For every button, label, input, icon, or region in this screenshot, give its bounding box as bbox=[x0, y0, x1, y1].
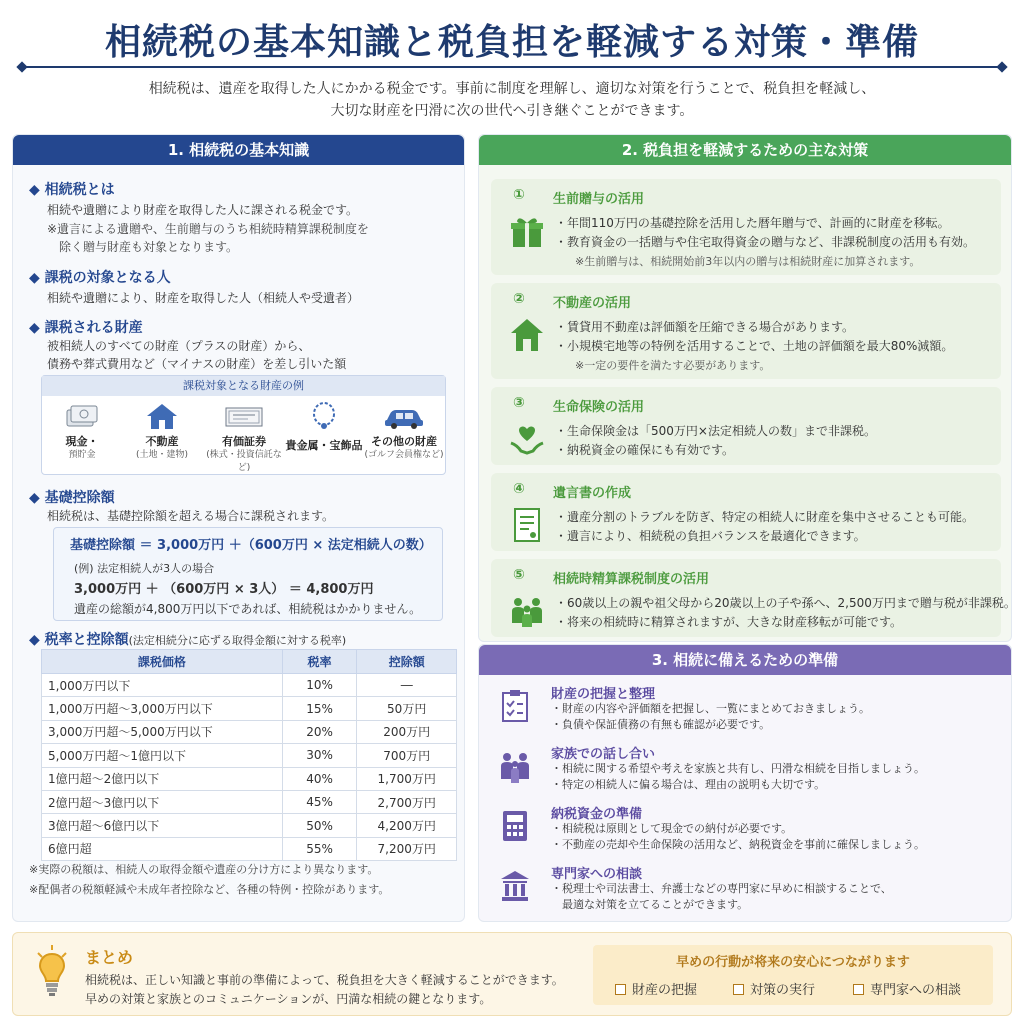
rates-title bbox=[29, 629, 346, 649]
table-row bbox=[42, 674, 457, 697]
measure-insurance bbox=[491, 387, 1001, 465]
measure-gift bbox=[491, 179, 1001, 275]
asset-securities-label: 有価証券 bbox=[222, 435, 266, 448]
rate-cell: 45% bbox=[282, 790, 357, 813]
deduction-cell: 2,700万円 bbox=[357, 790, 457, 813]
price-cell: 1,000万円以下 bbox=[42, 674, 283, 697]
target-text: 相続や遺贈により、財産を取得した人（相続人や受遺者） bbox=[47, 291, 360, 305]
price-cell: 2億円超～3億円以下 bbox=[42, 790, 283, 813]
cash-icon bbox=[65, 402, 99, 430]
asset-examples-box bbox=[41, 375, 446, 475]
price-cell: 1億円超～2億円以下 bbox=[42, 767, 283, 790]
check-label: 財産の把握 bbox=[632, 983, 698, 998]
measure-number: ④ bbox=[513, 481, 525, 497]
measure-line: ・年間110万円の基礎控除を活用した暦年贈与で、計画的に財産を移転。 bbox=[555, 216, 950, 230]
price-cell: 3億円超～6億円以下 bbox=[42, 814, 283, 837]
page-title: 相続税の基本知識と税負担を軽減する対策・準備 bbox=[104, 22, 919, 63]
measure-line: ・遺言により、相続税の負担バランスを最適化できます。 bbox=[555, 529, 866, 543]
family-icon bbox=[509, 593, 545, 629]
summary-box bbox=[12, 932, 1012, 1016]
measure-title: 生命保険の活用 bbox=[553, 400, 645, 415]
measure-line: ・教育資金の一括贈与や住宅取得資金の贈与など、非課税制度の活用も有効。 bbox=[555, 235, 976, 249]
prep-title: 納税資金の準備 bbox=[551, 807, 643, 822]
preparation-heading: 3. 相続に備えるための準備 bbox=[479, 645, 1011, 675]
rates-note-1: ※実際の税額は、相続人の取得金額や遺産の分け方により異なります。 bbox=[29, 863, 379, 876]
rate-cell: 20% bbox=[282, 720, 357, 743]
measures-panel bbox=[478, 134, 1016, 642]
measure-settlement bbox=[491, 559, 1016, 637]
prep-line: ・税理士や司法書士、弁護士などの専門家に早めに相談することで、 bbox=[551, 882, 892, 895]
rate-cell: 55% bbox=[282, 837, 357, 860]
summary-title: まとめ bbox=[85, 948, 134, 967]
measure-title: 相続時精算課税制度の活用 bbox=[553, 572, 710, 587]
target-title: ◆ 課税の対象となる人 bbox=[29, 267, 171, 287]
col-header-rate: 税率 bbox=[282, 650, 357, 674]
measure-title: 生前贈与の活用 bbox=[553, 192, 645, 207]
necklace-icon bbox=[307, 402, 341, 430]
deduction-formula: 基礎控除額 ＝ 3,000万円 ＋（600万円 × 法定相続人の数） bbox=[70, 538, 432, 553]
checkbox-icon bbox=[853, 984, 864, 995]
prep-line: ・相続税は原則として現金での納付が必要です。 bbox=[551, 822, 793, 835]
what-is-text: 相続や遺贈により財産を取得した人に課される税金です。 bbox=[47, 203, 359, 217]
table-row bbox=[42, 814, 457, 837]
asset-real-estate bbox=[122, 402, 202, 462]
table-row bbox=[42, 697, 457, 720]
property-text-2: 債務や葬式費用など（マイナスの財産）を差し引いた額 bbox=[47, 357, 347, 371]
measure-line: ・60歳以上の親や祖父母から20歳以上の子や孫へ、2,500万円まで贈与税が非課税。 bbox=[555, 596, 1016, 610]
example-label: (例) 法定相続人が3人の場合 bbox=[74, 562, 215, 575]
deduction-cell: 700万円 bbox=[357, 744, 457, 767]
intro-text bbox=[0, 78, 1024, 122]
price-cell: 3,000万円超～5,000万円以下 bbox=[42, 720, 283, 743]
asset-other-sub: (ゴルフ会員権など) bbox=[364, 450, 444, 460]
prep-line: 最適な対策を立てることができます。 bbox=[551, 898, 749, 911]
heart-hands-icon bbox=[509, 421, 545, 457]
rate-cell: 40% bbox=[282, 767, 357, 790]
what-is-note-2: 除く贈与財産も対象となります。 bbox=[59, 240, 239, 254]
deduction-cell: 200万円 bbox=[357, 720, 457, 743]
table-row bbox=[42, 720, 457, 743]
action-heading: 早めの行動が将来の安心につながります bbox=[676, 955, 910, 970]
asset-jewelry bbox=[284, 402, 364, 453]
property-title: ◆ 課税される財産 bbox=[29, 317, 143, 337]
check-label: 対策の実行 bbox=[750, 983, 816, 998]
prep-line: ・相続に関する希望や考えを家族と共有し、円滑な相続を目指しましょう。 bbox=[551, 762, 925, 775]
lightbulb-icon bbox=[35, 945, 69, 1001]
summary-line-2: 早めの対策と家族とのコミュニケーションが、円満な相続の鍵となります。 bbox=[85, 992, 492, 1006]
basic-knowledge-heading: 1. 相続税の基本知識 bbox=[13, 135, 464, 165]
col-header-price: 課税価格 bbox=[42, 650, 283, 674]
measure-number: ③ bbox=[513, 395, 525, 411]
table-row bbox=[42, 790, 457, 813]
measure-number: ① bbox=[513, 187, 525, 203]
asset-cash-label: 現金・ bbox=[65, 435, 99, 448]
asset-cash-sub: 預貯金 bbox=[68, 450, 96, 460]
summary-line-1: 相続税は、正しい知識と事前の準備によって、税負担を大きく軽減することができます。 bbox=[85, 973, 564, 987]
property-text-1: 被相続人のすべての財産（プラスの財産）から、 bbox=[47, 339, 311, 353]
measure-title: 遺言書の作成 bbox=[553, 486, 632, 501]
measure-note: ※生前贈与は、相続開始前3年以内の贈与は相続財産に加算されます。 bbox=[575, 255, 921, 268]
rates-note-2: ※配偶者の税額軽減や未成年者控除など、各種の特例・控除があります。 bbox=[29, 883, 390, 896]
table-header-row bbox=[42, 650, 457, 674]
table-row bbox=[42, 837, 457, 860]
deduction-cell: 4,200万円 bbox=[357, 814, 457, 837]
rates-subtitle: (法定相続分に応ずる取得金額に対する税率) bbox=[128, 634, 347, 647]
gift-icon bbox=[509, 213, 545, 249]
rate-cell: 15% bbox=[282, 697, 357, 720]
check-item-consult bbox=[853, 979, 961, 998]
prep-title: 家族での話し合い bbox=[551, 747, 656, 762]
certificate-icon bbox=[224, 402, 264, 430]
deduction-title: ◆ 基礎控除額 bbox=[29, 487, 115, 507]
house-icon bbox=[145, 402, 179, 430]
asset-securities-sub: (株式・投資信託など) bbox=[206, 450, 282, 473]
car-icon bbox=[382, 402, 426, 430]
example-note: 遺産の総額が4,800万円以下であれば、相続税はかかりません。 bbox=[74, 602, 422, 616]
price-cell: 6億円超 bbox=[42, 837, 283, 860]
family-icon bbox=[499, 749, 531, 783]
measure-line: ・遺産分割のトラブルを防ぎ、特定の相続人に財産を集中させることも可能。 bbox=[555, 510, 975, 524]
calculator-icon bbox=[499, 809, 531, 843]
bank-icon bbox=[499, 869, 531, 903]
prep-title: 財産の把握と整理 bbox=[551, 687, 656, 702]
intro-line-2: 大切な財産を円滑に次の世代へ引き継ぐことができます。 bbox=[330, 103, 694, 119]
deduction-text: 相続税は、基礎控除額を超える場合に課税されます。 bbox=[47, 509, 335, 523]
measure-number: ⑤ bbox=[513, 567, 525, 583]
measure-real-estate bbox=[491, 283, 1001, 379]
checkbox-icon bbox=[615, 984, 626, 995]
deduction-cell: 7,200万円 bbox=[357, 837, 457, 860]
measure-line: ・小規模宅地等の特例を活用することで、土地の評価額を最大80%減額。 bbox=[555, 339, 954, 353]
document-icon bbox=[509, 507, 545, 543]
intro-line-1: 相続税は、遺産を取得した人にかかる税金です。事前に制度を理解し、適切な対策を行うことで、税負担を軽減し、 bbox=[148, 81, 876, 97]
prep-line: ・財産の内容や評価額を把握し、一覧にまとめておきましょう。 bbox=[551, 702, 870, 715]
table-row bbox=[42, 767, 457, 790]
prep-line: ・不動産の売却や生命保険の活用など、納税資金を事前に確保しましょう。 bbox=[551, 838, 925, 851]
asset-real-estate-sub: (土地・建物) bbox=[135, 450, 189, 460]
what-is-title: ◆ 相続税とは bbox=[29, 179, 115, 199]
prep-title: 専門家への相談 bbox=[551, 867, 643, 882]
check-item-measures bbox=[733, 979, 815, 998]
deduction-cell: ― bbox=[357, 674, 457, 697]
basic-knowledge-panel bbox=[12, 134, 465, 922]
measure-number: ② bbox=[513, 291, 525, 307]
col-header-deduction: 控除額 bbox=[357, 650, 457, 674]
price-cell: 5,000万円超～1億円以下 bbox=[42, 744, 283, 767]
price-cell: 1,000万円超～3,000万円以下 bbox=[42, 697, 283, 720]
measure-note: ※一定の要件を満たす必要があります。 bbox=[575, 359, 771, 372]
measure-line: ・賃貸用不動産は評価額を圧縮できる場合があります。 bbox=[555, 320, 855, 334]
rate-cell: 10% bbox=[282, 674, 357, 697]
action-box bbox=[593, 945, 993, 1005]
asset-securities bbox=[204, 402, 284, 475]
prep-line: ・負債や保証債務の有無も確認が必要です。 bbox=[551, 718, 771, 731]
what-is-note-1: ※遺言による遺贈や、生前贈与のうち相続時精算課税制度を bbox=[47, 222, 369, 236]
asset-real-estate-label: 不動産 bbox=[145, 435, 179, 448]
tax-rate-table bbox=[41, 649, 457, 861]
deduction-formula-box bbox=[53, 527, 443, 621]
measure-line: ・将来の相続時に精算されますが、大きな財産移転が可能です。 bbox=[555, 615, 903, 629]
asset-other-label: その他の財産 bbox=[371, 435, 437, 448]
preparation-panel bbox=[478, 644, 1012, 922]
measure-will bbox=[491, 473, 1001, 551]
example-calc: 3,000万円 ＋ （600万円 × 3人） ＝ 4,800万円 bbox=[74, 582, 374, 597]
check-label: 専門家への相談 bbox=[870, 983, 962, 998]
measure-line: ・納税資金の確保にも有効です。 bbox=[555, 443, 735, 457]
asset-jewelry-label: 貴金属・宝飾品 bbox=[285, 439, 363, 452]
checklist-icon bbox=[499, 689, 531, 723]
deduction-cell: 1,700万円 bbox=[357, 767, 457, 790]
rates-title-text: 税率と控除額 bbox=[44, 632, 129, 648]
prep-line: ・特定の相続人に偏る場合は、理由の説明も大切です。 bbox=[551, 778, 826, 791]
measure-title: 不動産の活用 bbox=[553, 296, 632, 311]
title-divider bbox=[20, 66, 1004, 68]
checkbox-icon bbox=[733, 984, 744, 995]
rate-cell: 30% bbox=[282, 744, 357, 767]
asset-examples-heading: 課税対象となる財産の例 bbox=[42, 376, 445, 396]
asset-other bbox=[364, 402, 444, 462]
measure-line: ・生命保険金は「500万円×法定相続人の数」まで非課税。 bbox=[555, 424, 876, 438]
measures-heading: 2. 税負担を軽減するための主な対策 bbox=[479, 135, 1011, 165]
rate-cell: 50% bbox=[282, 814, 357, 837]
check-item-assets bbox=[615, 979, 697, 998]
asset-cash bbox=[42, 402, 122, 462]
deduction-cell: 50万円 bbox=[357, 697, 457, 720]
table-row bbox=[42, 744, 457, 767]
house-icon bbox=[509, 317, 545, 353]
